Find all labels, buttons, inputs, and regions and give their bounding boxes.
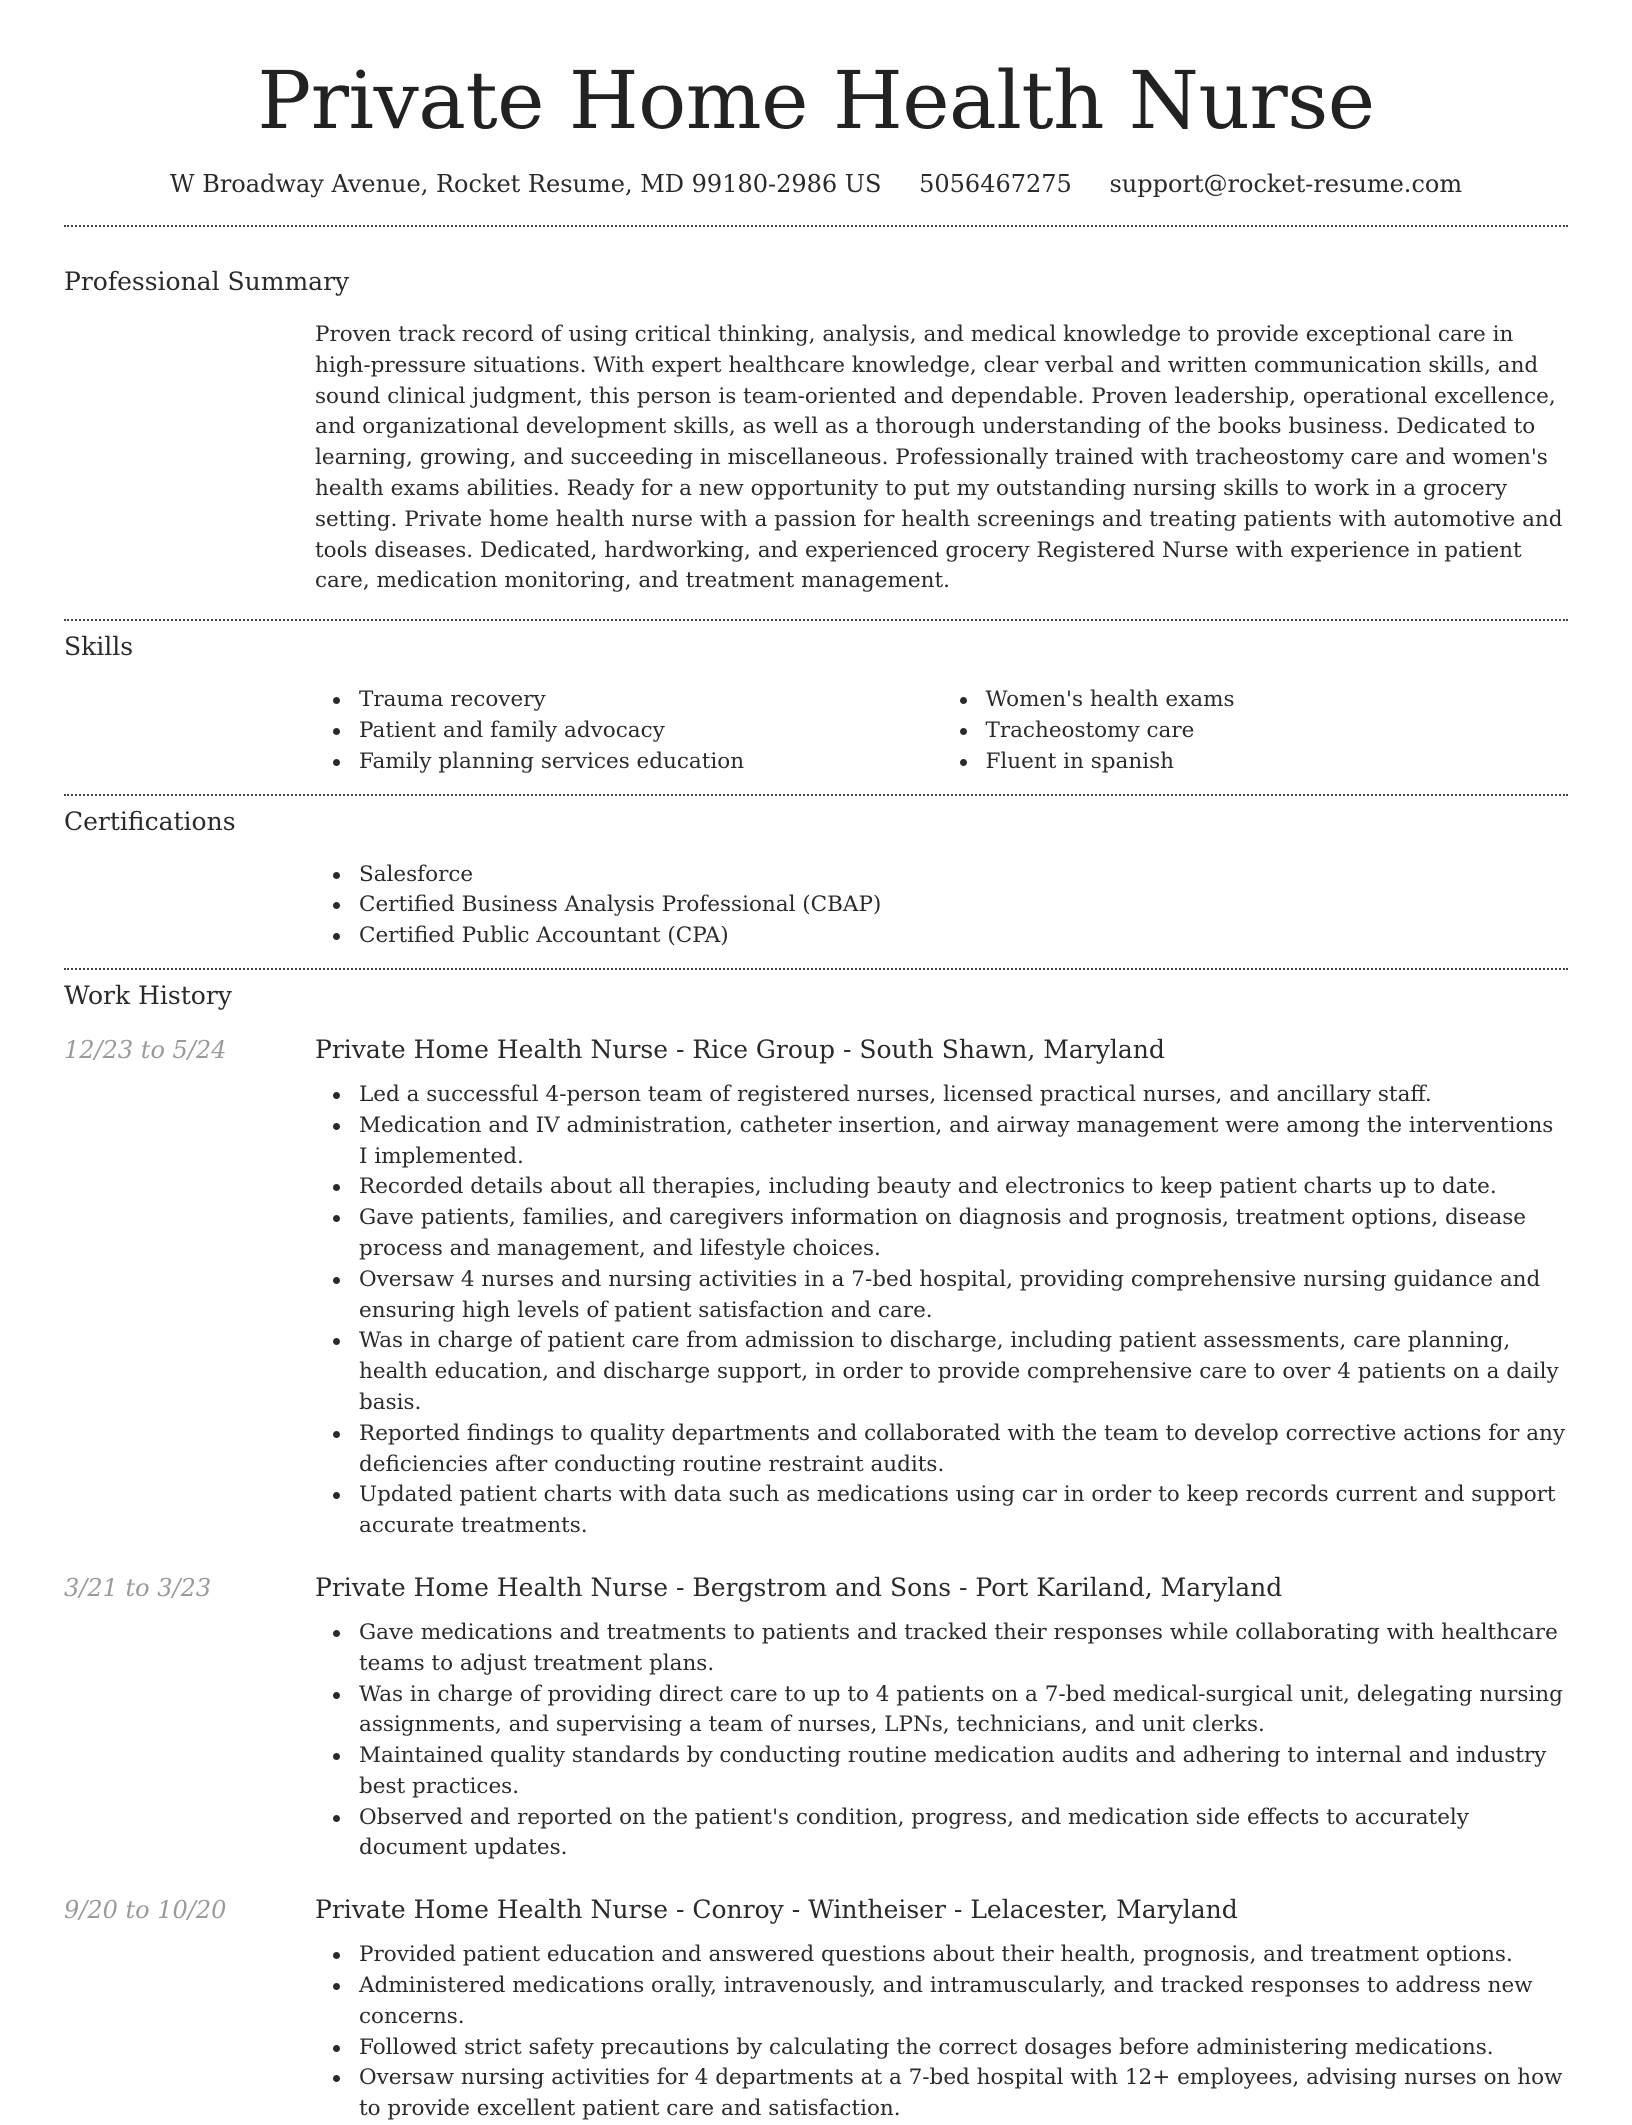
work-history-title: Work History [64, 980, 232, 1010]
header-divider [64, 225, 1568, 227]
email-text: support@rocket-resume.com [1109, 170, 1463, 198]
list-item: Salesforce [359, 860, 1568, 891]
list-item: Updated patient charts with data such as medications using car in order to keep records current and support accurate treatments. [359, 1480, 1568, 1542]
skills-grid [315, 685, 1568, 777]
list-item: Administered medications orally, intravenously, and intramuscularly, and tracked responses to address new concerns. [359, 1971, 1568, 2033]
list-item: Followed strict safety precautions by calculating the correct dosages before administering medications. [359, 2033, 1568, 2064]
list-item: Medication and IV administration, catheter insertion, and airway management were among the interventions I implemented. [359, 1111, 1568, 1173]
list-item: Oversaw nursing activities for 4 departments at a 7-bed hospital with 12+ employees, advising nurses on how to provide excellent patient care and satisfaction. [359, 2063, 1568, 2125]
job-title: Private Home Health Nurse - Rice Group - South Shawn, Maryland [315, 1034, 1165, 1064]
list-item: Certified Public Accountant (CPA) [359, 921, 1568, 952]
job-title: Private Home Health Nurse - Conroy - Wintheiser - Lelacester, Maryland [315, 1895, 1238, 1925]
job-entry [64, 1572, 1568, 1864]
list-item: Gave medications and treatments to patients and tracked their responses while collaborating with healthcare teams to adjust treatment plans. [359, 1618, 1568, 1680]
job-header [64, 1034, 1568, 1066]
certifications-list [315, 860, 1568, 952]
job-bullets [315, 1940, 1568, 2125]
job-header [64, 1894, 1568, 1926]
resume-page [64, 0, 1568, 2125]
candidate-name: Private Home Health Nurse [257, 54, 1375, 147]
list-item: Patient and family advocacy [359, 716, 942, 747]
address-text: W Broadway Avenue, Rocket Resume, MD 99180-2986 US [169, 170, 882, 198]
summary-divider [64, 619, 1568, 621]
job-dates: 3/21 to 3/23 [64, 1573, 212, 1602]
list-item: Recorded details about all therapies, including beauty and electronics to keep patient charts up to date. [359, 1172, 1568, 1203]
list-item: Observed and reported on the patient's condition, progress, and medication side effects to accurately document updates. [359, 1803, 1568, 1865]
summary-title: Professional Summary [64, 267, 350, 296]
skills-right-list [942, 685, 1569, 777]
list-item: Gave patients, families, and caregivers information on diagnosis and prognosis, treatment options, disease process and management, and lifestyle choices. [359, 1203, 1568, 1265]
job-bullets [315, 1618, 1568, 1864]
job-bullets-block [315, 1940, 1568, 2125]
job-dates: 9/20 to 10/20 [64, 1896, 227, 1925]
job-entry [64, 1894, 1568, 2125]
certifications-block [315, 860, 1568, 952]
list-item: Reported findings to quality departments and collaborated with the team to develop corrective actions for any deficiencies after conducting routine restraint audits. [359, 1419, 1568, 1481]
skills-divider [64, 794, 1568, 796]
list-item: Fluent in spanish [986, 747, 1569, 778]
list-item: Led a successful 4-person team of registered nurses, licensed practical nurses, and ancillary staff. [359, 1080, 1568, 1111]
job-header [64, 1572, 1568, 1604]
certifications-divider [64, 968, 1568, 970]
list-item: Trauma recovery [359, 685, 942, 716]
certifications-title: Certifications [64, 806, 236, 836]
work-history-list [64, 1034, 1568, 2125]
list-item: Maintained quality standards by conducting routine medication audits and adhering to internal and industry best practices. [359, 1741, 1568, 1803]
list-item: Family planning services education [359, 747, 942, 778]
list-item: Tracheostomy care [986, 716, 1569, 747]
job-dates: 12/23 to 5/24 [64, 1035, 227, 1064]
job-bullets-block [315, 1080, 1568, 1542]
list-item: Oversaw 4 nurses and nursing activities in a 7-bed hospital, providing comprehensive nursing guidance and ensuring high levels of patient satisfaction and care. [359, 1265, 1568, 1327]
job-bullets-block [315, 1618, 1568, 1864]
job-entry [64, 1034, 1568, 1542]
list-item: Certified Business Analysis Professional (CBAP) [359, 890, 1568, 921]
contact-line [64, 168, 1568, 200]
skills-title: Skills [64, 632, 134, 662]
list-item: Women's health exams [986, 685, 1569, 716]
skills-left-list [315, 685, 942, 777]
list-item: Was in charge of providing direct care to up to 4 patients on a 7-bed medical-surgical unit, delegating nursing assignments, and supervising a team of nurses, LPNs, technicians, and unit clerks. [359, 1680, 1568, 1742]
summary-text: Proven track record of using critical thinking, analysis, and medical knowledge to provide exceptional care in high-pressure situations. With expert healthcare knowledge, clear verbal and written communication skills, and sound clinical judgment, this person is team-oriented and dependable. Proven leadership, operational excellence, and organizational development skills, as well as a thorough understanding of the books business. Dedicated to learning, growing, and succeeding in miscellaneous. Professionally trained with tracheostomy care and women's health exams abilities. Ready for a new opportunity to put my outstanding nursing skills to work in a grocery setting. Private home health nurse with a passion for health screenings and treating patients with automotive and tools diseases. Dedicated, hardworking, and experienced grocery Registered Nurse with experience in patient care, medication monitoring, and treatment management. [315, 322, 1563, 594]
list-item: Provided patient education and answered questions about their health, prognosis, and treatment options. [359, 1940, 1568, 1971]
job-title: Private Home Health Nurse - Bergstrom and Sons - Port Kariland, Maryland [315, 1572, 1283, 1602]
phone-text: 5056467275 [919, 170, 1072, 198]
list-item: Was in charge of patient care from admission to discharge, including patient assessments, care planning, health education, and discharge support, in order to provide comprehensive care to over 4 patients on a daily basis. [359, 1326, 1568, 1418]
job-bullets [315, 1080, 1568, 1542]
